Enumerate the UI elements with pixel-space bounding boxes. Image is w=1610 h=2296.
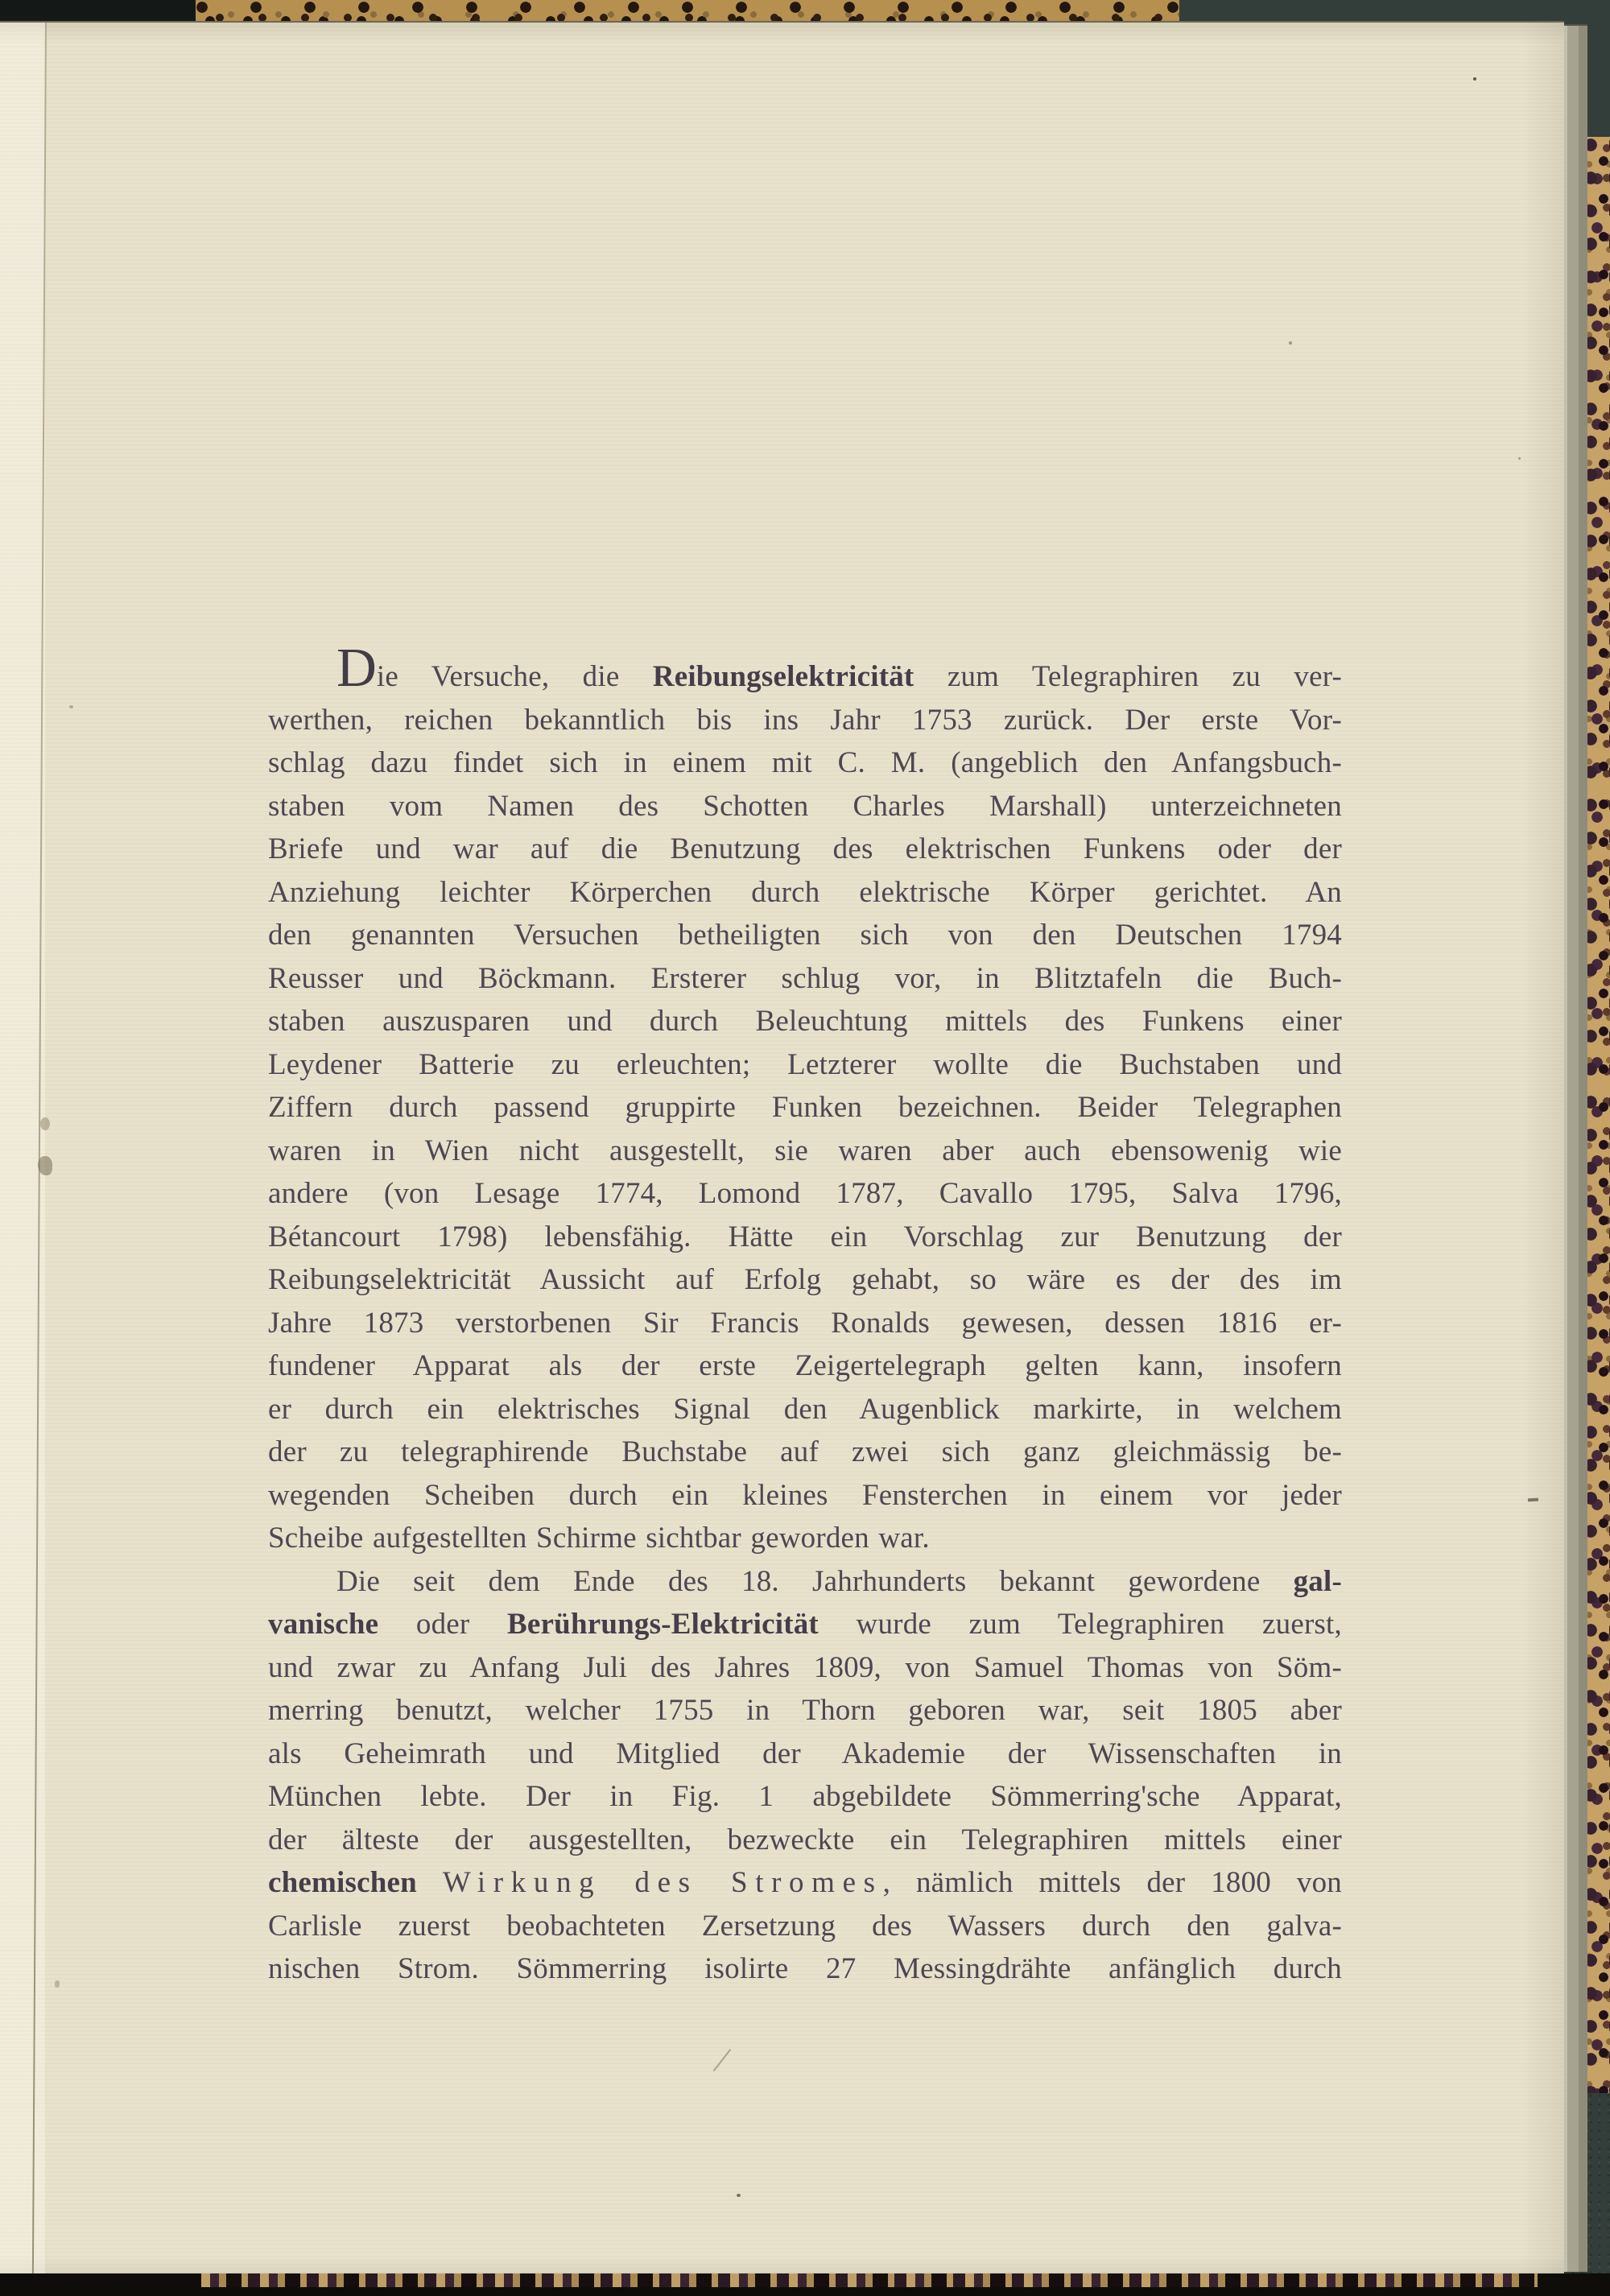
text-line [268, 1947, 1342, 1991]
text-segment: zum Telegraphiren zu ver- [914, 660, 1342, 693]
text-segment: staben vom Namen des Schotten Charles Marshall) unterzeichneten [268, 789, 1342, 823]
text-segment: schlag dazu findet sich in einem mit C. M. (angeblich den Anfangsbuch- [268, 746, 1342, 779]
text-line [268, 1172, 1342, 1216]
text-line [268, 1603, 1342, 1646]
text-line [268, 1732, 1342, 1776]
scan-smudge [40, 1117, 50, 1130]
text-segment: Anziehung leichter Körperchen durch elektrische Körper gerichtet. An [268, 875, 1342, 909]
text-segment: Wirkung des Stromes [442, 1866, 883, 1899]
text-segment: er durch ein elektrisches Signal den Augenblick markirte, in welchem [268, 1392, 1342, 1426]
text-line [268, 871, 1342, 915]
marbled-cover-right-band [1586, 137, 1610, 2125]
text-segment: vanische [268, 1608, 379, 1641]
text-segment: gal- [1293, 1564, 1342, 1598]
text-segment: der zu telegraphirende Buchstabe auf zwei sich ganz gleichmässig be- [268, 1435, 1342, 1468]
text-segment: als Geheimrath und Mitglied der Akademie der Wissenschaften in [268, 1736, 1342, 1770]
text-line [268, 1905, 1342, 1948]
text-segment: ie Versuche, die [376, 660, 653, 693]
text-segment: Reibungselektricität [652, 660, 914, 693]
text-segment: Die seit dem Ende des 18. Jahrhunderts bekannt gewordene [336, 1564, 1294, 1598]
text-line [268, 1819, 1342, 1862]
text-segment: fundener Apparat als der erste Zeigertelegraph gelten kann, insofern [268, 1349, 1342, 1382]
scan-speck [1289, 341, 1292, 345]
text-line [268, 1431, 1342, 1474]
text-line [268, 1474, 1342, 1518]
scan-speck [69, 705, 73, 708]
text-line [268, 637, 1342, 699]
text-segment: Scheibe aufgestellten Schirme sichtbar geworden war. [268, 1522, 930, 1555]
paragraph-1 [268, 637, 1342, 1560]
text-line [268, 785, 1342, 828]
text-line [268, 1129, 1342, 1173]
text-segment: Carlisle zuerst beobachteten Zersetzung des Wassers durch den galva- [268, 1909, 1342, 1943]
text-line [268, 699, 1342, 742]
text-line [268, 1388, 1342, 1431]
scan-speck [55, 1980, 60, 1988]
text-segment: waren in Wien nicht ausgestellt, sie waren aber auch ebensowenig wie [268, 1134, 1342, 1167]
text-line [268, 1344, 1342, 1388]
text-segment: staben auszusparen und durch Beleuchtung mittels des Funkens einer [268, 1005, 1342, 1038]
scan-speck [1518, 457, 1521, 460]
text-segment: wurde zum Telegraphiren zuerst, [818, 1608, 1342, 1641]
text-segment: oder [378, 1608, 508, 1641]
text-line [268, 1302, 1342, 1345]
text-block [268, 637, 1342, 1991]
text-line [268, 1689, 1342, 1732]
scan-smudge [38, 1156, 52, 1175]
text-segment: Reibungselektricität Aussicht auf Erfolg gehabt, so wäre es der des im [268, 1263, 1342, 1296]
text-segment: Reusser und Böckmann. Ersterer schlug vor, in Blitztafeln die Buch- [268, 961, 1342, 995]
text-segment: Jahre 1873 verstorbenen Sir Francis Ronalds gewesen, dessen 1816 er- [268, 1306, 1342, 1340]
text-line [268, 1086, 1342, 1129]
text-line [268, 1258, 1342, 1302]
text-line [268, 1000, 1342, 1043]
text-segment [417, 1866, 443, 1899]
paragraph-2 [268, 1560, 1342, 1991]
text-line [268, 957, 1342, 1001]
text-line [268, 1775, 1342, 1819]
scan-speck [737, 2194, 741, 2197]
text-line [268, 1861, 1342, 1905]
scan-scratch [713, 2049, 732, 2071]
text-segment: Ziffern durch passend gruppirte Funken bezeichnen. Beider Telegraphen [268, 1091, 1342, 1124]
marbled-cover-top-band [196, 0, 1179, 25]
text-segment: Berührungs-Elektricität [507, 1608, 819, 1641]
text-segment: Briefe und war auf die Benutzung des elektrischen Funkens oder der [268, 832, 1342, 865]
text-line [268, 1646, 1342, 1690]
text-line [268, 828, 1342, 871]
text-segment: Bétancourt 1798) lebensfähig. Hätte ein Vorschlag zur Benutzung der [268, 1220, 1342, 1253]
drop-cap-initial: D [336, 637, 377, 698]
text-segment: , nämlich mittels der 1800 von [882, 1866, 1342, 1899]
text-segment: München lebte. Der in Fig. 1 abgebildete Sömmerring'sche Apparat, [268, 1780, 1342, 1813]
text-line [268, 741, 1342, 785]
text-line [268, 1560, 1342, 1604]
text-segment: wegenden Scheiben durch ein kleines Fensterchen in einem vor jeder [268, 1478, 1342, 1512]
scan-speck [1473, 77, 1476, 81]
text-segment: andere (von Lesage 1774, Lomond 1787, Cavallo 1795, Salva 1796, [268, 1177, 1342, 1210]
text-line [268, 1043, 1342, 1087]
marbled-cover-bottom-flecks [201, 2273, 1538, 2287]
text-line [268, 1517, 1342, 1560]
scan-mark-dash [1528, 1498, 1538, 1502]
text-segment: und zwar zu Anfang Juli des Jahres 1809, von Samuel Thomas von Söm- [268, 1650, 1342, 1684]
text-line [268, 914, 1342, 957]
page-block-edge [1563, 24, 1587, 2272]
text-segment: Leydener Batterie zu erleuchten; Letzterer wollte die Buchstaben und [268, 1047, 1342, 1081]
text-segment: nischen Strom. Sömmerring isolirte 27 Messingdrähte anfänglich durch [268, 1952, 1342, 1985]
text-segment: den genannten Versuchen betheiligten sich von den Deutschen 1794 [268, 919, 1342, 952]
text-segment: chemischen [268, 1866, 417, 1899]
text-segment: merring benutzt, welcher 1755 in Thorn geboren war, seit 1805 aber [268, 1694, 1342, 1727]
text-segment: der älteste der ausgestellten, bezweckte ein Telegraphiren mittels einer [268, 1823, 1342, 1856]
text-line [268, 1216, 1342, 1259]
text-segment: werthen, reichen bekanntlich bis ins Jahr 1753 zurück. Der erste Vor- [268, 703, 1342, 737]
